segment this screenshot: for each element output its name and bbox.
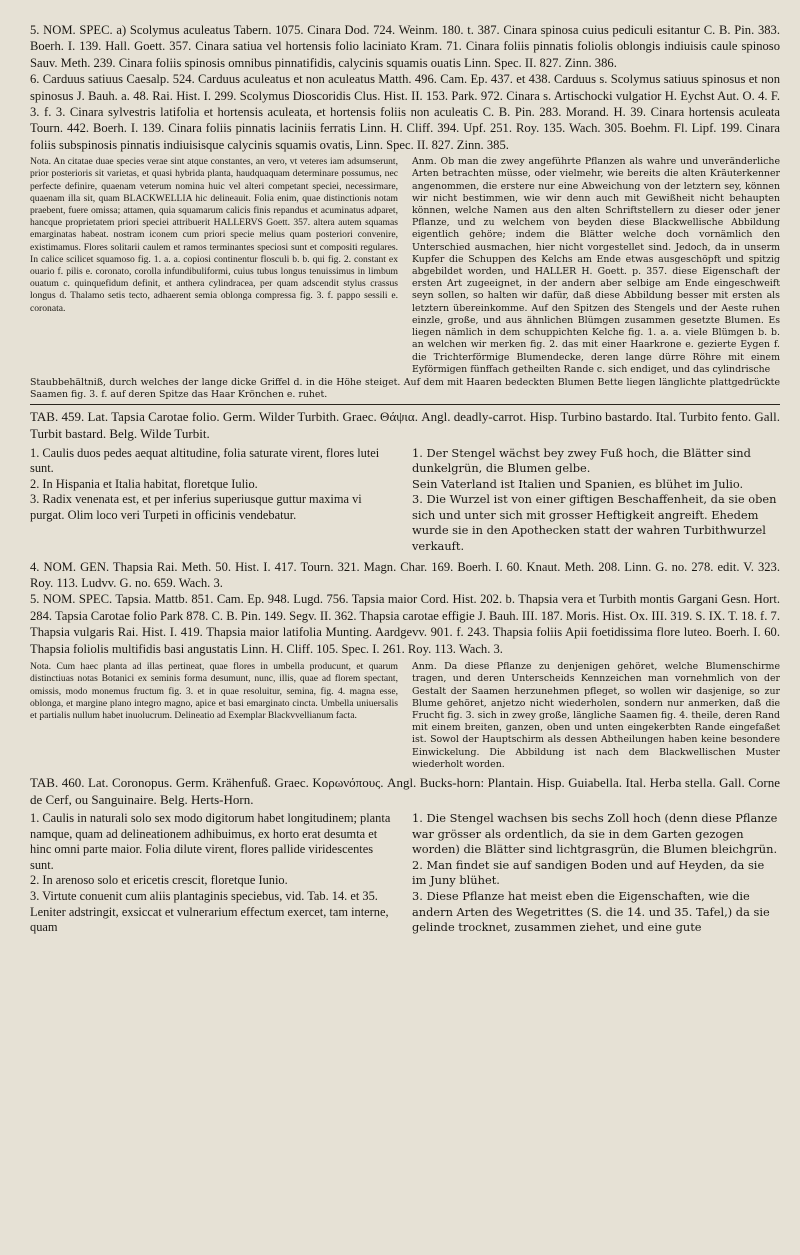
nota-thapsia-latin: Nota. Cum haec planta ad illas pertineat, quae flores in umbella producunt, et quarum distinctiuas notas Botanici ex seminis forma desumunt, nunc, illis, quae ad florem spectant, omissis, modo monemus fructum fig. 3. et in quae resoluitur, semina, fig. 4. magna esse, oblonga, et margine plano integro magno, apice et basi emarginato cincta. Umbella uniuersalis et partialis nullum habet inuolucrum. Delineatio ad Exemplar Blackvvellianum facta.	[30, 661, 398, 721]
nota-thapsia-columns	[30, 661, 780, 771]
tab-460-latin-3: 3. Virtute conuenit cum aliis plantaginis speciebus, vid. Tab. 14. et 35. Leniter adstringit, exsiccat et vulnerarium effectum exercet, tam interne, quam	[30, 889, 389, 935]
section-divider	[30, 404, 780, 405]
tab-459-german-2: Sein Vaterland ist Italien und Spanien, es blühet im Julio.	[412, 476, 744, 491]
tab-459-latin-2: 2. In Hispania et Italia habitat, floretque Iulio.	[30, 476, 258, 491]
tab-460-latin-1: 1. Caulis in naturali solo sex modo digitorum habet longitudinem; planta namque, quam ad delineationem adhibuimus, ex horto erat desumta et hinc omni parte maior. Folia dilute virent, flores pallide viridescentes sunt.	[30, 811, 391, 872]
tab-460-german-3: 3. Diese Pflanze hat meist eben die Eigenschaften, wie die andern Arten des Wegetrittes (S. die 14. und 35. Tafel,) da sie gelinde trocknet, zusammen ziehet, und eine gute	[412, 889, 770, 935]
tab-460-german-2: 2. Man findet sie auf sandigen Boden und auf Heyden, da sie im Juny blühet.	[412, 857, 765, 888]
tab-459-nom-spec: 5. NOM. SPEC. Tapsia. Mattb. 851. Cam. Ep. 948. Lugd. 756. Tapsia maior Cord. Hist. 202. b. Thapsia vera et Turbith montis Gargani Gesn. Hort. 284. Tapsia Carotae folio Park 878. C. B. Pin. 149. Segv. II. 362. Thapsia carotae effigie J. Bauh. III. 187. Moris. Hist. Ox. III. 319. S. IX. T. 18. f. 7. Thapsia vulgaris Rai. Hist. I. 419. Thapsia maior latifolia Munting. Aardgevv. 901. f. 243. Thapsia foliis Apii foetidissima flore luteo. Boerh. I. 60. Thapsia foliolis multifidis basi angustatis Linn. H. Cliff. 105. Spec. I. 261. Roy. 113. Wach. 3.	[30, 592, 780, 656]
tab-460-heading: TAB. 460. Lat. Coronopus. Germ. Krähenfuß. Graec. Κορωνόπους. Angl. Bucks-horn: Plantain. Hisp. Guiabella. Ital. Herba stella. Gall. Corne de Cerf, ou Sanguinaire. Belg. Herts-Horn.	[30, 774, 780, 807]
anmerkung-german: Anm. Ob man die zwey angeführte Pflanzen als wahre und unveränderliche Arten betrachten müsse, oder vielmehr, wie bereits die alten Kräuterkenner angenommen, die erstere nur eine Abweichung von der letztern sey, können wir nicht bestimmen, wie wir denn auch mit Gewißheit nicht behaupten können, welche Namen aus den alten Schriftstellern zu dieser oder jener Pflanze, und zu welchem von beyden diese Blackwellische Abbildung eigentlich gehöre; indem die Blätter welche doch vornämlich den Unterschied ausmachen, hier nicht vorgestellet sind. Jedoch, da in unserm Kupfer die Schuppen des Kelchs am Ende etwas ausgeschöpft und spitzig abgebildet worden, und HALLER H. Goett. p. 357. diese Eigenschaft der ersten Art zugeeignet, in der andern aber selbige am Ende eingeschweift seyn sollen, so halten wir dafür, daß diese Abbildung besser mit ersten als letztern übereinkomme. Auf den Spitzen des Stengels und der Aeste ruhen einzle, große, und aus ähnlichen Blümgen zusammen gesetzte Blumen. Es liegen nämlich in dem schuppichten Kelche fig. 1. a. a. viele Blümgen b. b. an welchen wir merken fig. 2. das mit einer Haarkrone e. gezierte Eygen f. die Trichterförmige Blumendecke, deren lange dürre Röhre mit einem Eyförmigen fünffach getheilten Rande c. sich endiget, und das cylindrische	[412, 156, 780, 375]
nom-spec-6-carduus: 6. Carduus satiuus Caesalp. 524. Carduus aculeatus et non aculeatus Matth. 496. Cam. Ep. 437. et 438. Carduus s. Scolymus satiuus spinosus et non spinosus J. Bauh. a. 48. Rai. Hist. I. 299. Scolymus Dioscoridis Clus. Hist. II. 153. Park. 972. Cinara s. Artischocki vulgatior H. Eychst Aut. O. 4. F. 3. f. 3. Cinara sylvestris latifolia et hortensis aculeata, et hortensis foliis non aculeatis C. B. Pin. 283. Morand. H. 39. Cinara hortensis aculeata Tourn. 442. Boerh. I. 139. Cinara foliis pinnatis laciniis ferratis Linn. H. Cliff. 394. Upf. 251. Roy. 135. Wach. 305. Boehm. Fl. Lipf. 199. Cinara foliis subspinosis pinnatis indiuisisque calycinis squamis ovatis, Linn. Spec. II. 827. Zinn. 385.	[30, 72, 780, 152]
tab-459-nom-gen: 4. NOM. GEN. Thapsia Rai. Meth. 50. Hist. I. 417. Tourn. 321. Magn. Char. 169. Boerh. I. 60. Knaut. Meth. 208. Linn. G. no. 278. edit. V. 323. Roy. 113. Ludvv. G. no. 659. Wach. 3.	[30, 559, 780, 591]
nom-spec-5-cinara: 5. NOM. SPEC. a) Scolymus aculeatus Tabern. 1075. Cinara Dod. 724. Weinm. 180. t. 387. Cinara spinosa cuius pediculi esitantur C. B. Pin. 383. Boerh. I. 139. Hall. Goett. 357. Cinara satiua vel hortensis folio laciniato Kram. 71. Cinara foliis pinnatis foliolis oblongis indiuisis caule spinoso Sauv. Meth. 239. Cinara foliis spinosis omnibus pinnatifidis, calycinis squamis ouatis Linn. Spec. II. 827. Zinn. 386.	[30, 23, 780, 70]
nota-cinara-columns	[30, 156, 780, 376]
tab-459-columns	[30, 446, 780, 555]
tab-459-latin-1: 1. Caulis duos pedes aequat altitudine, folia saturate virent, flores lutei sunt.	[30, 445, 380, 476]
anmerkung-thapsia-german: Anm. Da diese Pflanze zu denjenigen gehöret, welche Blumenschirme tragen, und deren Unterscheids Kennzeichen man vornehmlich von der Gestalt der Saamen herzunehmen pfleget, so wollen wir dasjenige, so zur Blume gehöret, anjetzo nicht wiederholen, sondern nur anmerken, daß die Frucht fig. 3. sich in zwey große, längliche Saamen fig. 4. theile, deren Rand mit einem breiten, ganzen, oben und unten eingekerbten Rande eingefaßet ist. Sowol der Hauptschirm als dessen Abtheilungen haben keine besondere Einwickelung. Die Abbildung ist nach dem Blackwellischen Muster wiederholt worden.	[412, 661, 780, 770]
tab-459-heading: TAB. 459. Lat. Tapsia Carotae folio. Germ. Wilder Turbith. Graec. Θάψια. Angl. deadly-carrot. Hisp. Turbino bastardo. Ital. Turbito fento. Gall. Turbit bastard. Belg. Wilde Turbit.	[30, 409, 780, 441]
tab-460-columns	[30, 811, 780, 936]
tab-460-german-1: 1. Die Stengel wachsen bis sechs Zoll hoch (denn diese Pflanze war grösser als ordentlich, da sie in dem Garten gezogen worden) die Blätter sind lichtgrasgrün, die Blumen bleichgrün.	[412, 811, 778, 857]
anmerkung-continued: Staubbehältniß, durch welches der lange dicke Griffel d. in die Höhe steiget. Auf dem mit Haaren bedeckten Blumen Bette liegen länglichte plattgedrückte Saamen fig. 3. f. auf deren Spitze das Haar Krönchen e. ruhet.	[30, 376, 780, 401]
nota-latin: Nota. An citatae duae species verae sint atque constantes, an vero, vt veteres iam adsumserunt, prior posterioris sit varietas, et quasi hybrida planta, haudquaquam determinare possumus, nec perfecte definire, quaenam veterum nomina huic vel alteri competant speciei, necessirmare, quaenam illa sit, quam BLACKWELLIA hic delineauit. Folia enim, quae distinctionis notam praebent, fuere omissa; attamen, quia squamarum calicis finis repandus et acuminatus adparet, hancque proprietatem priori speciei attribuerit HALLERVS Goett. 357. altera autem squamas emarginatas habeat. nostram iconem cum priori specie melius quam posteriori convenire, existimamus. Flores solitarii caulem et ramos terminantes speciosi sunt et compositi regulares. In calice scilicet squamoso fig. 1. a. a. copiosi continentur flosculi b. b. qui fig. 2. constant ex ouario f. pilis e. coronato, corolla infundibuliformi, cuius tubus longus tenuissimus in limbum ouatum c. quinquefidum definit, et anthera cylindracea, per quam adscendit stylus crassus longus d. Thalamo setis tecto, adhaerent semia oblonga compressa fig. 3. f. pappo sessili e. coronata.	[30, 156, 398, 314]
tab-459-german-1: 1. Der Stengel wächst bey zwey Fuß hoch, die Blätter sind dunkelgrün, die Blumen gelbe.	[412, 445, 751, 476]
tab-459-german-3: 3. Die Wurzel ist von einer giftigen Beschaffenheit, da sie oben sich und unter sich mit grosser Heftigkeit angreift. Ehedem wurde sie in den Apothecken statt der wahren Turbithwurzel verkauft.	[412, 492, 777, 554]
tab-460-latin-2: 2. In arenoso solo et ericetis crescit, floretque Iunio.	[30, 873, 288, 888]
tab-459-latin-3: 3. Radix venenata est, et per inferius superiusque guttur maxima vi purgat. Olim loco veri Turpeti in officinis vendebatur.	[30, 492, 362, 522]
